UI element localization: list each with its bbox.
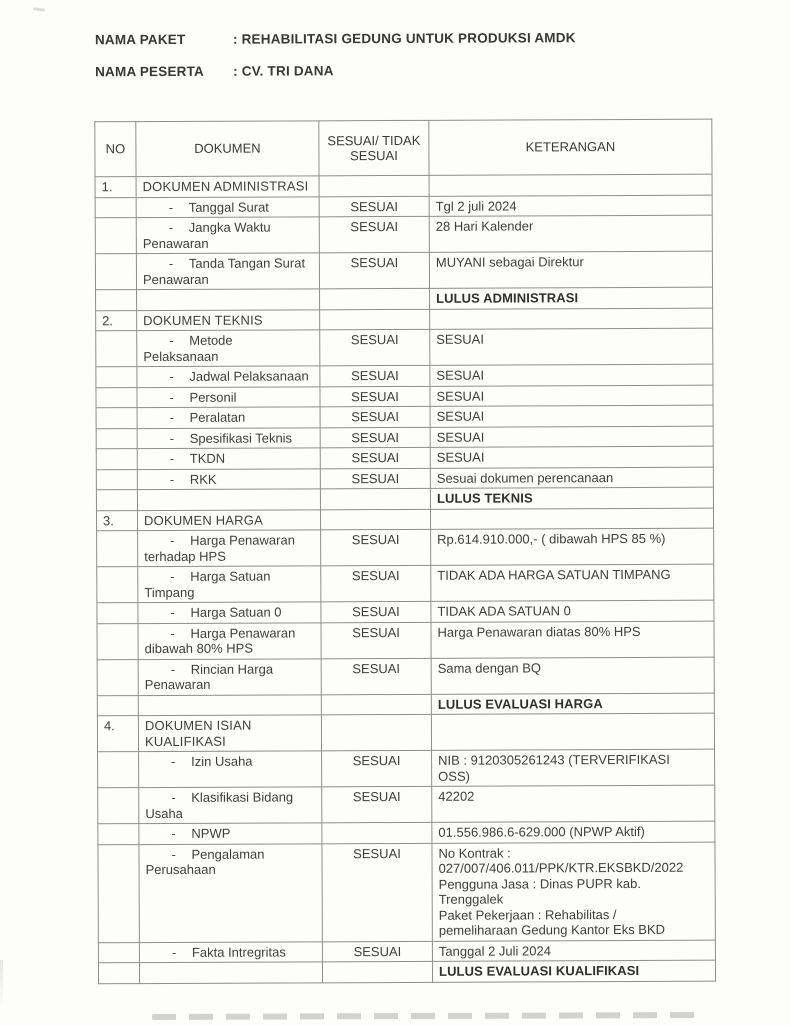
dokumen-item-label: Harga Satuan Timpang	[144, 568, 271, 600]
cell-no	[95, 254, 136, 290]
table-row	[98, 940, 715, 963]
cell-no: 2.	[96, 310, 137, 331]
cell-dokumen	[137, 489, 320, 510]
cell-dokumen	[138, 658, 321, 695]
cell-keterangan: 42202	[432, 785, 715, 822]
cell-no	[98, 844, 139, 942]
cell-status: SESUAI	[321, 565, 431, 601]
dokumen-item-label: Harga Penawaran dibawah 80% HPS	[144, 624, 296, 657]
cell-keterangan: SESUAI	[430, 385, 713, 407]
cell-dokumen	[139, 941, 322, 962]
cell-dokumen	[137, 468, 320, 489]
cell-keterangan: NIB : 9120305261243 (TERVERIFIKASI OSS)	[432, 749, 715, 786]
cell-status: SESUAI	[320, 329, 430, 365]
table-row	[96, 467, 713, 490]
dokumen-item-label: Harga Penawaran terhadap HPS	[144, 532, 295, 564]
dokumen-item-label: Rincian Harga Penawaran	[144, 661, 274, 693]
dash-bullet: -	[169, 450, 175, 466]
table-row	[97, 600, 714, 623]
table-row	[98, 821, 715, 844]
cell-status	[322, 961, 432, 982]
cell-status	[322, 822, 432, 843]
cell-status: SESUAI	[320, 468, 430, 489]
cell-keterangan	[429, 174, 712, 196]
dash-bullet: -	[169, 389, 174, 405]
dokumen-item-label: NPWP	[191, 825, 231, 841]
cell-no: 4.	[97, 716, 138, 752]
cell-dokumen	[137, 366, 320, 387]
table-row	[97, 621, 714, 660]
cell-keterangan: Rp.614.910.000,- ( dibawah HPS 85 %)	[431, 528, 714, 565]
dash-bullet: -	[170, 604, 175, 620]
cell-dokumen	[138, 694, 321, 715]
cell-no	[98, 752, 139, 788]
cell-status	[320, 509, 430, 530]
dokumen-item-label: Jangka Waktu Penawaran	[142, 219, 271, 251]
cell-dokumen	[136, 196, 319, 217]
cell-keterangan: Tgl 2 juli 2024	[429, 195, 712, 217]
document-header	[95, 30, 695, 97]
table-row	[96, 364, 713, 387]
dash-bullet: -	[169, 332, 174, 348]
cell-keterangan: SESUAI	[430, 328, 713, 365]
nama-peserta-value: : CV. TRI DANA	[233, 63, 334, 79]
cell-keterangan: Sama dengan BQ	[431, 657, 714, 694]
table-row	[96, 508, 713, 531]
table-row	[98, 785, 715, 824]
cell-dokumen	[138, 622, 321, 659]
table-row	[96, 446, 713, 469]
cell-dokumen	[137, 289, 320, 310]
cell-dokumen	[137, 427, 320, 448]
dash-bullet: -	[169, 409, 174, 425]
cell-no	[98, 788, 139, 824]
dokumen-item-label: TKDN	[189, 450, 226, 466]
table-row	[97, 564, 714, 603]
dash-bullet: -	[168, 255, 174, 271]
table-row	[96, 487, 713, 510]
cell-no	[96, 449, 137, 470]
cell-status	[319, 175, 429, 196]
cell-no	[97, 603, 138, 624]
dash-bullet: -	[169, 430, 175, 446]
dokumen-item-label: Tanda Tangan Surat Penawaran	[142, 255, 306, 287]
column-header-status: SESUAI/ TIDAK SESUAI	[319, 120, 429, 175]
cell-status	[320, 288, 430, 309]
cell-no	[96, 367, 137, 388]
cell-dokumen: DOKUMEN ISIAN KUALIFIKASI	[138, 715, 321, 752]
cell-keterangan-lulus: LULUS TEKNIS	[430, 487, 713, 509]
dokumen-item-label: RKK	[189, 471, 217, 487]
cell-no	[95, 197, 136, 218]
dash-bullet: -	[171, 846, 176, 862]
cell-dokumen	[139, 962, 322, 983]
cell-no	[98, 942, 139, 963]
table-row	[96, 405, 713, 428]
table-row	[98, 749, 715, 788]
dokumen-item-label: Spesifikasi Teknis	[189, 429, 293, 446]
dokumen-item-label: Metode Pelaksanaan	[143, 332, 233, 364]
table-row	[98, 842, 715, 943]
table-row	[97, 657, 714, 696]
table-row	[96, 328, 713, 367]
cell-status: SESUAI	[322, 941, 432, 962]
table-row	[96, 385, 713, 408]
cell-no	[98, 824, 139, 845]
cell-keterangan: SESUAI	[430, 426, 713, 448]
cell-dokumen	[136, 217, 319, 254]
cell-dokumen	[137, 330, 320, 367]
cell-status: SESUAI	[320, 386, 430, 407]
cell-status: SESUAI	[320, 406, 430, 427]
cell-dokumen	[136, 253, 319, 290]
dokumen-item-label: Izin Usaha	[191, 753, 253, 769]
cell-status	[321, 694, 431, 715]
cell-no	[98, 963, 139, 984]
cell-status: SESUAI	[322, 786, 432, 822]
cell-dokumen	[139, 843, 322, 942]
cell-status	[320, 488, 430, 509]
cell-no: 3.	[96, 510, 137, 531]
cell-no: 1.	[95, 177, 136, 198]
cell-status: SESUAI	[319, 216, 429, 252]
dash-bullet: -	[170, 568, 175, 584]
dash-bullet: -	[170, 625, 175, 641]
cell-dokumen	[138, 566, 321, 603]
dokumen-item-label: Tanggal Surat	[188, 199, 269, 215]
dash-bullet: -	[168, 199, 174, 215]
cell-no	[97, 567, 138, 603]
cell-keterangan-lulus: LULUS ADMINISTRASI	[430, 287, 713, 309]
dash-bullet: -	[168, 219, 174, 235]
cell-status: SESUAI	[321, 601, 431, 622]
cell-keterangan	[430, 508, 713, 530]
cell-no	[96, 490, 137, 511]
cell-no	[97, 531, 138, 567]
cell-keterangan: Harga Penawaran diatas 80% HPS	[431, 621, 714, 658]
nama-paket-value: : REHABILITASI GEDUNG UNTUK PRODUKSI AMDK	[232, 30, 576, 47]
dokumen-item-label: Harga Satuan 0	[190, 604, 282, 620]
table-row	[95, 195, 712, 218]
nama-paket-label: NAMA PAKET	[94, 31, 186, 48]
cell-status	[321, 714, 431, 750]
cell-keterangan: No Kontrak : 027/007/406.011/PPK/KTR.EKSBKD/2022 Pengguna Jasa : Dinas PUPR kab. Trenggalek Paket Pekerjaan : Rehabilitas / pemeliharaan Gedung Kantor Eks BKD	[432, 842, 715, 941]
cell-dokumen	[139, 823, 322, 844]
nama-peserta-label: NAMA PESERTA	[95, 63, 205, 80]
cell-no	[96, 290, 137, 311]
cell-keterangan: 28 Hari Kalender	[429, 215, 712, 252]
dash-bullet: -	[171, 825, 176, 841]
cell-status: SESUAI	[322, 843, 432, 941]
cell-dokumen: DOKUMEN HARGA	[137, 509, 320, 530]
dash-bullet: -	[170, 532, 175, 548]
cell-keterangan: SESUAI	[430, 364, 713, 386]
cell-keterangan	[431, 713, 714, 750]
cell-status: SESUAI	[322, 750, 432, 786]
table-row	[95, 174, 712, 197]
table-row	[96, 426, 713, 449]
dokumen-item-label: Fakta Intregritas	[191, 943, 286, 960]
cell-status: SESUAI	[320, 427, 430, 448]
cell-keterangan: TIDAK ADA SATUAN 0	[431, 600, 714, 622]
cell-no	[97, 659, 138, 695]
cell-status: SESUAI	[321, 622, 431, 658]
cell-dokumen	[138, 530, 321, 567]
column-header-keterangan: KETERANGAN	[429, 119, 712, 175]
cell-status: SESUAI	[319, 196, 429, 217]
cell-keterangan-lulus: LULUS EVALUASI KUALIFIKASI	[432, 960, 715, 982]
table-header-row	[95, 119, 712, 177]
dash-bullet: -	[171, 789, 176, 805]
cell-no	[96, 387, 137, 408]
cell-keterangan: SESUAI	[430, 405, 713, 427]
cell-keterangan: SESUAI	[430, 446, 713, 468]
cell-dokumen: DOKUMEN TEKNIS	[137, 309, 320, 330]
cell-dokumen: DOKUMEN ADMINISTRASI	[136, 176, 319, 197]
cell-keterangan: MUYANI sebagai Direktur	[429, 251, 712, 288]
nama-peserta-row	[95, 62, 695, 80]
cell-status: SESUAI	[319, 252, 429, 288]
table-row	[97, 528, 714, 567]
cell-dokumen	[137, 386, 320, 407]
cell-no	[96, 408, 137, 429]
table-row	[98, 960, 715, 983]
cell-keterangan: TIDAK ADA HARGA SATUAN TIMPANG	[431, 564, 714, 601]
cell-keterangan: Tanggal 2 Juli 2024	[432, 940, 715, 962]
cell-status: SESUAI	[320, 447, 430, 468]
dash-bullet: -	[170, 661, 176, 677]
cell-status: SESUAI	[320, 365, 430, 386]
dokumen-item-label: Peralatan	[189, 409, 246, 425]
evaluation-table	[94, 119, 716, 984]
cell-no	[96, 331, 137, 367]
table-row	[97, 713, 714, 752]
cell-no	[96, 428, 137, 449]
dokumen-item-label: Jadwal Pelaksanaan	[189, 368, 309, 384]
cell-dokumen	[139, 787, 322, 824]
cell-keterangan: Sesuai dokumen perencanaan	[430, 467, 713, 489]
cell-no	[96, 469, 137, 490]
dash-bullet: -	[171, 944, 177, 960]
dash-bullet: -	[169, 368, 174, 384]
cell-dokumen	[138, 602, 321, 623]
dash-bullet: -	[169, 471, 175, 487]
column-header-no: NO	[95, 122, 136, 177]
cell-status: SESUAI	[321, 658, 431, 694]
cell-status	[320, 309, 430, 330]
cell-no	[97, 623, 138, 659]
dokumen-item-label: Klasifikasi Bidang Usaha	[145, 789, 294, 821]
cell-keterangan	[430, 308, 713, 330]
cell-dokumen	[137, 407, 320, 428]
dokumen-item-label: Personil	[189, 389, 237, 405]
cell-dokumen	[137, 448, 320, 469]
cell-no	[95, 218, 136, 254]
scan-artifact-edge	[0, 960, 3, 1010]
dash-bullet: -	[171, 753, 176, 769]
dokumen-item-label: Pengalaman Perusahaan	[145, 846, 265, 878]
cell-keterangan: 01.556.986.6-629.000 (NPWP Aktif)	[432, 821, 715, 843]
table-row	[95, 215, 712, 254]
column-header-dokumen: DOKUMEN	[136, 121, 319, 177]
cell-no	[97, 695, 138, 716]
table-row	[95, 251, 712, 290]
table-row	[96, 308, 713, 331]
cell-keterangan-lulus: LULUS EVALUASI HARGA	[431, 693, 714, 715]
cell-dokumen	[139, 751, 322, 788]
cell-status: SESUAI	[321, 529, 431, 565]
table-row	[96, 287, 713, 310]
nama-paket-row	[95, 30, 695, 48]
table-row	[97, 693, 714, 716]
